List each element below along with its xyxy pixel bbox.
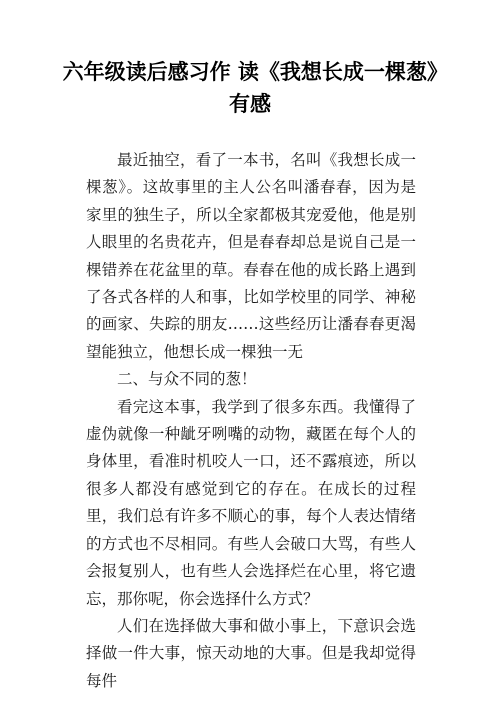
document-title: 六年级读后感习作 读《我想长成一棵葱》有感	[62, 60, 438, 116]
document-body	[86, 147, 416, 695]
paragraph: 最近抽空，看了一本书，名叫《我想长成一棵葱》。这故事里的主人公名叫潘春春，因为是家里的独生子，所以全家都极其宠爱他，他是别人眼里的名贵花卉，但是春春却总是说自己是一棵错养在花盆里的草。春春在他的成长路上遇到了各式各样的人和事，比如学校里的同学、神秘的画家、失踪的朋友……这些经历让潘春春更渴望能独立，他想长成一棵独一无	[86, 151, 416, 361]
paragraph: 二、与众不同的葱！	[117, 370, 257, 389]
paragraph: 看完这本事，我学到了很多东西。我懂得了虚伪就像一种龇牙咧嘴的动物，藏匿在每个人的身体里，看准时机咬人一口，还不露痕迹，所以很多人都没有感觉到它的存在。在成长的过程里，我们总有许多不顺心的事，每个人表达情绪的方式也不尽相同。有些人会破口大骂，有些人会报复别人，也有些人会选择烂在心里，将它遗忘，那你呢，你会选择什么方式？	[86, 397, 416, 608]
paragraph: 人们在选择做大事和做小事上，下意识会选择做一件大事，惊天动地的大事。但是我却觉得每件	[86, 616, 416, 690]
